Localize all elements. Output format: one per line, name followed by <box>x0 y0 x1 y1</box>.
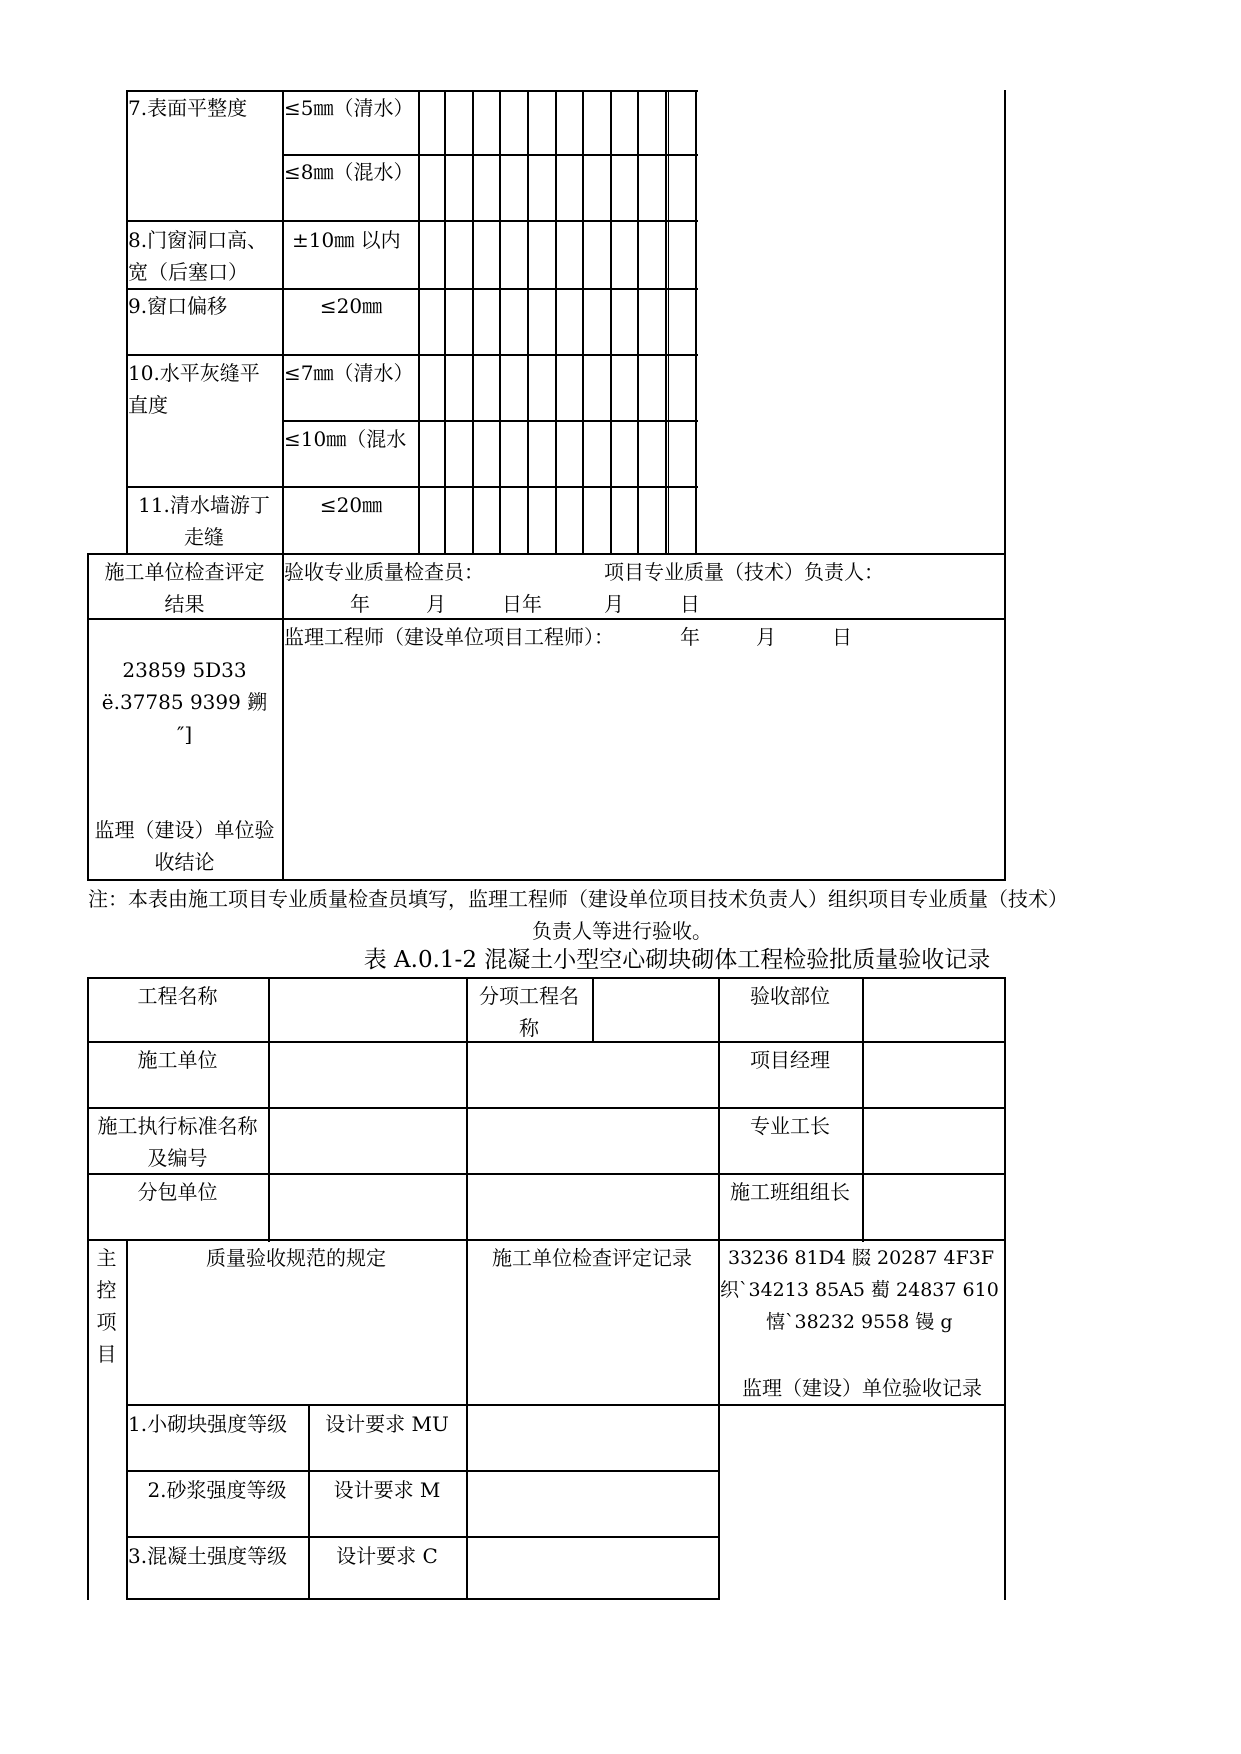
tech-lead-label: 项目专业质量（技术）负责人： <box>604 560 884 584</box>
supervision-conclusion-label-l2: 收结论 <box>154 850 215 874</box>
table-title: 表 A.0.1-2 混凝土小型空心砌块砌体工程检验批质量验收记录 <box>363 947 991 973</box>
supervision-date-day: 日 <box>832 625 852 649</box>
t2-row-line <box>126 1598 720 1600</box>
item-11-name-l2: 走缝 <box>184 525 224 549</box>
upper-row-line <box>126 220 698 222</box>
item-8-tol: ±10㎜ 以内 <box>292 228 401 252</box>
supervision-date-month: 月 <box>756 625 776 649</box>
project-name-label: 工程名称 <box>137 984 218 1008</box>
upper-row-line <box>87 879 1006 881</box>
supervision-date-year: 年 <box>680 625 700 649</box>
item-7-tol-2: ≤8㎜（混水） <box>284 160 414 184</box>
quality-inspector-label: 验收专业质量检查员： <box>284 560 484 584</box>
item-11-tol: ≤20㎜ <box>319 493 383 517</box>
item-8-name-l1: 8.门窗洞口高、 <box>128 228 268 252</box>
row-3-requirement: 设计要求 C <box>336 1544 438 1568</box>
upper-row-line <box>126 486 698 488</box>
t2-right-border <box>1004 978 1006 1600</box>
item-8-name-l2: 宽（后塞口） <box>128 260 248 284</box>
t2-row-line <box>87 1239 1006 1241</box>
date-year-1: 年 <box>350 592 370 616</box>
t2-row-line <box>126 1536 720 1538</box>
date-day-2: 日 <box>680 592 700 616</box>
garbled-record-2: 织`34213 85A5 薥 24837 610 <box>720 1279 999 1301</box>
supervision-conclusion-label-l1: 监理（建设）单位验 <box>94 818 275 842</box>
date-month-2: 月 <box>604 592 624 616</box>
date-day-year: 日年 <box>502 592 542 616</box>
outer-right-border <box>1004 90 1006 881</box>
item-9-tol: ≤20㎜ <box>319 294 383 318</box>
item-9-name: 9.窗口偏移 <box>128 294 228 318</box>
note-line-1: 注：本表由施工项目专业质量检查员填写，监理工程师（建设单位项目技术负责人）组织项目专业质量（技术） <box>88 887 1068 911</box>
construction-result-label-l1: 施工单位检查评定 <box>104 560 265 584</box>
item-11-name-l1: 11.清水墙游丁 <box>138 493 270 517</box>
item-10-tol-2: ≤10㎜（混水 <box>284 427 407 451</box>
t2-col <box>592 978 594 1042</box>
upper-row-line <box>87 553 1006 555</box>
contractor-label: 施工单位 <box>137 1048 218 1072</box>
row-2-requirement: 设计要求 M <box>333 1478 441 1502</box>
t2-row-line <box>126 1404 1006 1406</box>
upper-row-line <box>282 420 698 422</box>
t2-row-line <box>126 1470 720 1472</box>
team-leader-label: 施工班组组长 <box>730 1180 850 1204</box>
sub-project-label-l2: 称 <box>519 1016 539 1040</box>
standard-label-l1: 施工执行标准名称 <box>97 1114 258 1138</box>
t2-col <box>268 978 270 1242</box>
acceptance-part-label: 验收部位 <box>750 984 830 1008</box>
project-manager-label: 项目经理 <box>750 1048 830 1072</box>
item-10-tol-1: ≤7㎜（清水） <box>284 361 414 385</box>
subcontractor-label: 分包单位 <box>137 1180 218 1204</box>
t2-row-line <box>87 1107 1006 1109</box>
t2-col <box>862 978 864 1242</box>
sub-project-label-l1: 分项工程名 <box>479 984 579 1008</box>
spec-header: 质量验收规范的规定 <box>206 1246 386 1270</box>
main-control-char-1: 主 <box>96 1246 117 1270</box>
garbled-record-1: 33236 81D4 腏 20287 4F3F <box>728 1247 995 1269</box>
row-1-item: 1.小砌块强度等级 <box>128 1412 288 1436</box>
garbled-text-2: ё.37785 9399 鎙 <box>101 690 268 714</box>
garbled-text-3: ″] <box>176 722 193 746</box>
garbled-text-1: 23859 5D33 <box>122 658 247 682</box>
note-line-2: 负责人等进行验收。 <box>532 919 712 943</box>
supervision-record-header: 监理（建设）单位验收记录 <box>742 1376 982 1400</box>
row-2-item: 2.砂浆强度等级 <box>147 1478 287 1502</box>
item-10-name-l2: 直度 <box>128 393 168 417</box>
upper-row-line <box>126 354 698 356</box>
row-3-item: 3.混凝土强度等级 <box>128 1544 288 1568</box>
garbled-record-3: 憘`38232 9558 镘 g <box>766 1311 953 1333</box>
main-control-char-3: 项 <box>96 1310 117 1334</box>
check-record-header: 施工单位检查评定记录 <box>492 1246 692 1270</box>
date-month-1: 月 <box>426 592 446 616</box>
item-10-name-l1: 10.水平灰缝平 <box>128 361 260 385</box>
main-control-char-4: 目 <box>96 1342 117 1366</box>
standard-label-l2: 及编号 <box>147 1146 208 1170</box>
construction-result-label-l2: 结果 <box>164 592 205 616</box>
t2-col <box>466 978 468 1600</box>
row-1-requirement: 设计要求 MU <box>325 1412 449 1436</box>
t2-row-line <box>87 977 1006 979</box>
main-control-char-2: 控 <box>96 1278 117 1302</box>
item-7-tol-1: ≤5㎜（清水） <box>284 96 414 120</box>
foreman-label: 专业工长 <box>750 1114 830 1138</box>
supervising-engineer-label: 监理工程师（建设单位项目工程师）： <box>284 625 614 649</box>
item-7-name: 7.表面平整度 <box>128 96 248 120</box>
